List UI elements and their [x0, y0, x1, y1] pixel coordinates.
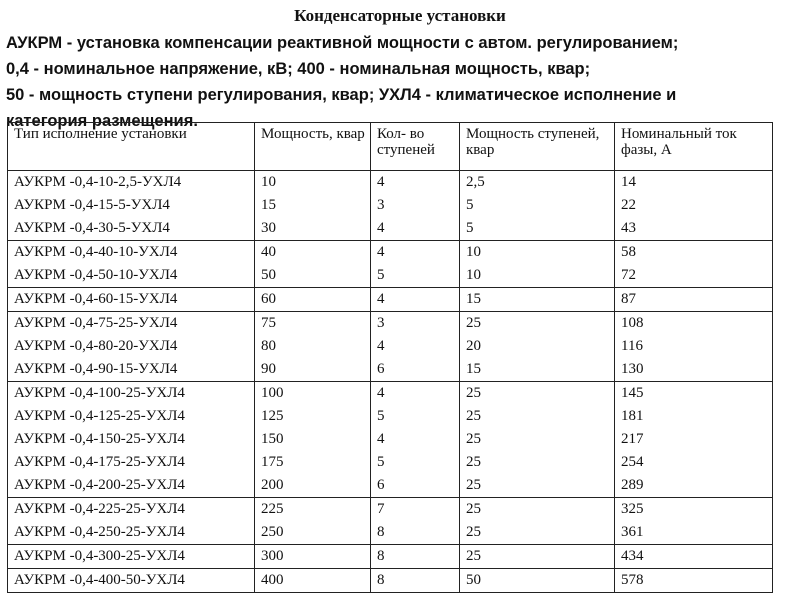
cell-step-power: 10: [460, 241, 615, 265]
table-row: [8, 217, 773, 241]
cell-type: АУКРМ -0,4-150-25-УХЛ4: [8, 428, 255, 451]
table-row: [8, 569, 773, 593]
cell-steps: 8: [371, 521, 460, 545]
cell-steps: 4: [371, 428, 460, 451]
cell-current: 361: [615, 521, 773, 545]
cell-step-power: 25: [460, 451, 615, 474]
cell-steps: 7: [371, 498, 460, 522]
cell-type: АУКРМ -0,4-75-25-УХЛ4: [8, 312, 255, 336]
cell-step-power: 25: [460, 382, 615, 406]
table-body: [8, 171, 773, 593]
table-row: [8, 171, 773, 195]
cell-current: 145: [615, 382, 773, 406]
cell-power: 75: [255, 312, 371, 336]
table-row: [8, 451, 773, 474]
header-type: Тип исполнение установки: [8, 123, 255, 171]
cell-current: 87: [615, 288, 773, 312]
table-row: [8, 405, 773, 428]
cell-power: 250: [255, 521, 371, 545]
cell-power: 300: [255, 545, 371, 569]
cell-type: АУКРМ -0,4-400-50-УХЛ4: [8, 569, 255, 593]
cell-type: АУКРМ -0,4-90-15-УХЛ4: [8, 358, 255, 382]
table-row: [8, 498, 773, 522]
cell-steps: 6: [371, 358, 460, 382]
cell-steps: 5: [371, 451, 460, 474]
description-line: категория размещения.: [6, 112, 198, 130]
cell-step-power: 25: [460, 405, 615, 428]
cell-steps: 3: [371, 194, 460, 217]
cell-type: АУКРМ -0,4-100-25-УХЛ4: [8, 382, 255, 406]
cell-type: АУКРМ -0,4-225-25-УХЛ4: [8, 498, 255, 522]
cell-type: АУКРМ -0,4-40-10-УХЛ4: [8, 241, 255, 265]
cell-power: 80: [255, 335, 371, 358]
cell-power: 125: [255, 405, 371, 428]
cell-power: 400: [255, 569, 371, 593]
header-step-power: Мощность ступеней, квар: [460, 123, 615, 171]
cell-type: АУКРМ -0,4-300-25-УХЛ4: [8, 545, 255, 569]
cell-step-power: 25: [460, 498, 615, 522]
cell-power: 200: [255, 474, 371, 498]
cell-step-power: 25: [460, 312, 615, 336]
cell-current: 108: [615, 312, 773, 336]
cell-step-power: 25: [460, 545, 615, 569]
cell-power: 30: [255, 217, 371, 241]
cell-power: 60: [255, 288, 371, 312]
table-header-row: [8, 123, 773, 171]
header-steps: Кол- во ступеней: [371, 123, 460, 171]
header-power: Мощность, квар: [255, 123, 371, 171]
cell-step-power: 25: [460, 521, 615, 545]
cell-type: АУКРМ -0,4-175-25-УХЛ4: [8, 451, 255, 474]
cell-steps: 4: [371, 241, 460, 265]
cell-current: 578: [615, 569, 773, 593]
table-row: [8, 382, 773, 406]
cell-steps: 6: [371, 474, 460, 498]
cell-type: АУКРМ -0,4-60-15-УХЛ4: [8, 288, 255, 312]
table-row: [8, 335, 773, 358]
cell-steps: 8: [371, 545, 460, 569]
cell-power: 150: [255, 428, 371, 451]
table-row: [8, 194, 773, 217]
cell-current: 181: [615, 405, 773, 428]
cell-current: 325: [615, 498, 773, 522]
cell-current: 43: [615, 217, 773, 241]
cell-current: 217: [615, 428, 773, 451]
cell-steps: 4: [371, 335, 460, 358]
capacitor-units-table: [7, 122, 773, 593]
cell-step-power: 25: [460, 474, 615, 498]
table-row: [8, 288, 773, 312]
cell-power: 90: [255, 358, 371, 382]
cell-steps: 8: [371, 569, 460, 593]
cell-current: 254: [615, 451, 773, 474]
cell-step-power: 20: [460, 335, 615, 358]
cell-step-power: 15: [460, 288, 615, 312]
cell-step-power: 5: [460, 194, 615, 217]
cell-step-power: 10: [460, 264, 615, 288]
cell-current: 22: [615, 194, 773, 217]
cell-type: АУКРМ -0,4-250-25-УХЛ4: [8, 521, 255, 545]
description-line: АУКРМ - установка компенсации реактивной мощности с автом. регулированием;: [6, 34, 679, 52]
cell-current: 14: [615, 171, 773, 195]
cell-current: 116: [615, 335, 773, 358]
cell-power: 100: [255, 382, 371, 406]
table-row: [8, 474, 773, 498]
cell-power: 175: [255, 451, 371, 474]
header-current: Номинальный ток фазы, А: [615, 123, 773, 171]
cell-steps: 4: [371, 171, 460, 195]
cell-step-power: 15: [460, 358, 615, 382]
page-title: Конденсаторные установки: [294, 6, 506, 25]
cell-steps: 4: [371, 382, 460, 406]
cell-type: АУКРМ -0,4-125-25-УХЛ4: [8, 405, 255, 428]
cell-current: 72: [615, 264, 773, 288]
description-block: [6, 30, 796, 134]
cell-type: АУКРМ -0,4-10-2,5-УХЛ4: [8, 171, 255, 195]
cell-current: 434: [615, 545, 773, 569]
table-row: [8, 312, 773, 336]
cell-step-power: 2,5: [460, 171, 615, 195]
table-row: [8, 545, 773, 569]
table-row: [8, 428, 773, 451]
cell-steps: 4: [371, 288, 460, 312]
description-line: 50 - мощность ступени регулирования, квар; УХЛ4 - климатическое исполнение и: [6, 86, 677, 104]
cell-power: 225: [255, 498, 371, 522]
cell-type: АУКРМ -0,4-200-25-УХЛ4: [8, 474, 255, 498]
cell-steps: 5: [371, 264, 460, 288]
table-row: [8, 358, 773, 382]
cell-steps: 5: [371, 405, 460, 428]
cell-power: 50: [255, 264, 371, 288]
cell-current: 58: [615, 241, 773, 265]
table-row: [8, 264, 773, 288]
table-row: [8, 521, 773, 545]
description-line: 0,4 - номинальное напряжение, кВ; 400 - номинальная мощность, квар;: [6, 60, 591, 78]
cell-type: АУКРМ -0,4-30-5-УХЛ4: [8, 217, 255, 241]
cell-type: АУКРМ -0,4-15-5-УХЛ4: [8, 194, 255, 217]
table-row: [8, 241, 773, 265]
cell-power: 15: [255, 194, 371, 217]
cell-step-power: 5: [460, 217, 615, 241]
cell-step-power: 25: [460, 428, 615, 451]
cell-current: 130: [615, 358, 773, 382]
cell-current: 289: [615, 474, 773, 498]
cell-type: АУКРМ -0,4-80-20-УХЛ4: [8, 335, 255, 358]
cell-type: АУКРМ -0,4-50-10-УХЛ4: [8, 264, 255, 288]
cell-steps: 3: [371, 312, 460, 336]
cell-power: 40: [255, 241, 371, 265]
cell-steps: 4: [371, 217, 460, 241]
cell-step-power: 50: [460, 569, 615, 593]
cell-power: 10: [255, 171, 371, 195]
